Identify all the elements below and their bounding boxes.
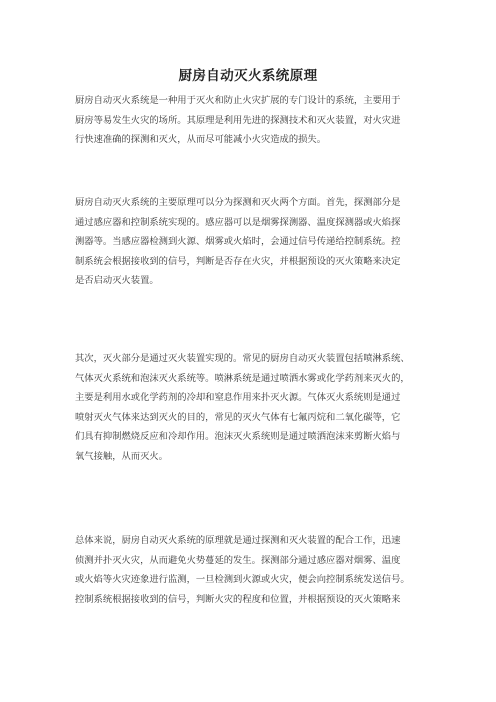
document-title: 厨房自动灭火系统原理	[178, 68, 318, 84]
paragraph-line: 们具有抑制燃烧反应和冷却作用。泡沫灭火系统则是通过喷洒泡沫来剪断火焰与	[75, 431, 401, 443]
paragraph-summary	[75, 531, 423, 609]
paragraph-line: 行快速准确的探测和灭火，从而尽可能减小火灾造成的损失。	[75, 134, 327, 146]
paragraph-line: 其次，灭火部分是通过灭火装置实现的。常见的厨房自动灭火装置包括喷淋系统、	[75, 353, 410, 364]
paragraph-detection	[75, 193, 423, 291]
paragraph-intro	[75, 91, 423, 150]
paragraph-line: 主要是利用水或化学药剂的冷却和窒息作用来扑灭火源。气体灭火系统则是通过	[75, 392, 401, 404]
paragraph-line: 喷射灭火气体来达到灭火的目的，常见的灭火气体有七氟丙烷和二氧化碳等，它	[75, 411, 401, 423]
paragraph-line: 控制系统根据接收到的信号，判断火灾的程度和位置，并根据预设的灭火策略来	[75, 593, 401, 605]
paragraph-line: 侦测并扑灭火灾，从而避免火势蔓延的发生。探测部分通过感应器对烟雾、温度	[75, 554, 401, 566]
paragraph-line: 测器等。当感应器检测到火源、烟雾或火焰时，会通过信号传递给控制系统。控	[75, 236, 401, 248]
paragraph-line: 或火焰等火灾迹象进行监测，一旦检测到火源或火灾，便会向控制系统发送信号。	[75, 574, 410, 586]
paragraph-line: 厨房自动灭火系统的主要原理可以分为探测和灭火两个方面。首先，探测部分是	[75, 197, 401, 208]
paragraph-line: 厨房等易发生火灾的场所。其原理是利用先进的探测技术和灭火装置，对火灾进	[75, 114, 401, 126]
paragraph-extinguishing	[75, 349, 423, 467]
paragraph-line: 总体来说，厨房自动灭火系统的原理就是通过探测和灭火装置的配合工作，迅速	[75, 535, 401, 546]
paragraph-line: 氧气接触，从而灭火。	[75, 450, 168, 462]
paragraph-line: 是否启动灭火装置。	[75, 275, 159, 287]
paragraph-line: 气体灭火系统和泡沫灭火系统等。喷淋系统是通过喷洒水雾或化学药剂来灭火的，	[75, 372, 410, 384]
paragraph-line: 制系统会根据接收到的信号，判断是否存在火灾，并根据预设的灭火策略来决定	[75, 255, 401, 267]
paragraph-line: 通过感应器和控制系统实现的。感应器可以是烟雾探测器、温度探测器或火焰探	[75, 216, 401, 228]
paragraph-line: 厨房自动灭火系统是一种用于灭火和防止火灾扩展的专门设计的系统，主要用于	[75, 95, 401, 106]
